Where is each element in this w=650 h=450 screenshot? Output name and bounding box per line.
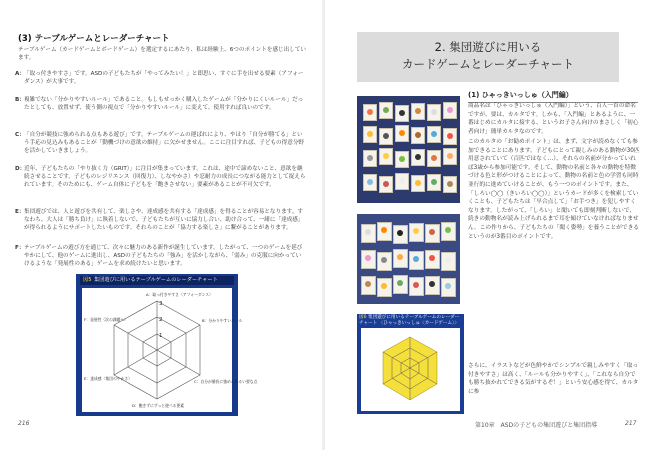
body-paragraph-2: このカルタの「お勧めポイント」は、まず、文字が読めなくても参加できることにあります。子どもにとって親しみのある動物が30匹用意されていて（百匹ではなく…）、それらの名前が分かっていれば3歳から参加可能です。そして、動物の名前と各々の動物を特徴づける色と形がつけることによって、動物の名前と色の学習も同時並行的に進めていけることが、もう一つのポイントです。また、「しろい◯◯（きいろい◯◯）」というカードが多くを検索していくことも、子どもたちは「早合点して」「お手つき」を犯しやすくなります。したがって、「しろい」と聞いても即刻判断しないで、続きの動物名が読み上げられるまで耳を傾けていなければなりません。この作りから、子どもたちの「聞く姿勢」を養うことができるというのが3番目のポイントです。 [468, 139, 640, 240]
page-number-right: 217 [625, 420, 637, 427]
criteria-item-d [15, 165, 306, 190]
criteria-item-c [15, 131, 306, 156]
axis-label-d: D：飽きずにずっと遊べる要素 [132, 403, 185, 408]
card-game-photo-1 [357, 96, 460, 203]
criteria-text: 「自分が競技に強められる点もある遊び」です。テーブルゲームの運ばれにより、やはり「自分が勝てる」という手応の見込みもあることが「動機づけの意欲の維持」に欠かせません。ここに注目すれば、子どもの得意分野を活かしていきましょう。 [24, 132, 305, 155]
axis-label-f: F：発展性〈次の課題へ〉 [84, 317, 128, 322]
radar-chart-figure-2 [357, 314, 464, 414]
radar-chart-figure [76, 274, 258, 416]
criteria-label: D： [15, 166, 26, 172]
page-footer: 第10章 ASDの子どもの集団遊びと集団指導 [475, 422, 598, 429]
criteria-label: C： [15, 132, 25, 138]
axis-label-e: E：達成感〈集団のやかさ〉 [84, 376, 132, 381]
chapter-title-line1: 2. 集団遊びに用いる [434, 40, 542, 54]
axis-label-b: B：分かりやすいルール [202, 318, 243, 323]
criteria-label: F： [15, 245, 25, 251]
criteria-label: A： [15, 71, 25, 77]
chapter-title-box [357, 32, 619, 82]
chapter-title-line2: カードゲームとレーダーチャート [402, 57, 574, 71]
radar-chart-filled [357, 314, 464, 414]
axis-label-a: A：取っ付きやすさ〈アフォーダンス〉 [146, 292, 213, 297]
scale-label: 2 [159, 317, 163, 323]
card-game-photo-2 [357, 214, 460, 304]
criteria-item-f [15, 244, 306, 269]
criteria-text: 近年、子どもたちの「やり抜く力（GRIT）」に注目が集まっています。これは、途中で諦めないこと、意欲を継続させることです。子どものレジリエンス（回復力）、しなやかさ）や忍耐力の成長につながる能力として捉えられています。そのためにも、ゲーム自体に子どもを「飽きさせない」要素があることが不可欠です。 [24, 166, 306, 189]
criteria-item-a [15, 70, 306, 86]
figure-label: 図5 [83, 277, 92, 283]
body-paragraph-1: 商品名は「ひゃっきいっしゅ（入門編）」という、百人一首の命名ですが、要は、カルタです。しかも、「入門編」とあるように、一番はじめにカルタに接する、というお子さん向けのまさしく「初心者向け」簡単カルタなのです。 [468, 103, 639, 135]
subsection-title: (1) ひゃっきいっしゅ（入門編） [468, 90, 638, 103]
criteria-text: 複雑でない「分かりやすいルール」であること。もしもせっかく購入したゲームが「分かりにくいルール」だったとしても、放置せず、使う側の視点で「分かりやすいルール」に変えて、使用すれば良いのです。 [24, 97, 304, 112]
right-page [325, 0, 650, 450]
radar-chart-empty [76, 274, 258, 416]
criteria-item-b [15, 96, 306, 112]
criteria-text: 集団遊びでは、人と遊びを共有して、楽しさや、達成感を共有する「達成感」を得ることが容易となります。すなわち、大人は「勝ち負け」に執着しないで、子どもたちが互いに協力し合い、助け合って、一緒に「達成感」が得られるようにサポートしたいものです。それらのことが「協力する楽しさ」に繋がることがあります。 [24, 209, 304, 232]
section-title: (3) テーブルゲームとレーダーチャート [18, 34, 170, 44]
intro-paragraph: テーブルゲーム（カードゲームとボードゲーム）を選定するにあたり、私は経験上、6つのポイントを感じ出しています。 [18, 47, 307, 61]
axis-label-c: C：自分が勝負に強められるい要な点 [194, 379, 258, 384]
criteria-label: E： [15, 209, 25, 215]
criteria-item-e [15, 208, 306, 233]
page-number-left: 216 [18, 420, 30, 427]
figure-caption-text-2: 集団遊びに用いるテーブルゲームのレーダーチャート 〈ひゃっきいっしゅ〈カードゲーム〉〉 [359, 315, 460, 326]
scale-label: 3 [159, 301, 163, 307]
body-paragraph-3: さらに、イラストなどが色鮮やかでシンプルで親しみやすく「取っ付きやすさ」は高く、「ルールも分かりやすく」、「これなら自分でも勝ち抜かれてできる気がするぞ！」という安心感を得て、カルタに参 [468, 363, 639, 395]
figure-caption: 集団遊びに用いるテーブルゲームのレーダーチャート [94, 277, 218, 283]
criteria-text: 「取っ付きやすさ」です。ASDの子どもたちが「やってみたい！」と即思い、すぐに手を出せる要素（アフォーダンス）が大事です。 [24, 71, 304, 86]
figure-label-2: 図6 [359, 315, 367, 320]
criteria-text: テーブルゲームの遊び方を通じて、次々に魅力のある新作が誕生しています。したがって、一つのゲームを延びやかにして、他のゲームに進出し、ASDの子どもたちの「強み」を活かしながら、「弱み」の克服に向かっていけるような「発展性のある」ゲームを求め続けたいと思います。 [24, 245, 303, 268]
scale-label: 1 [159, 333, 163, 339]
criteria-label: B： [15, 97, 25, 103]
left-page [0, 0, 322, 450]
